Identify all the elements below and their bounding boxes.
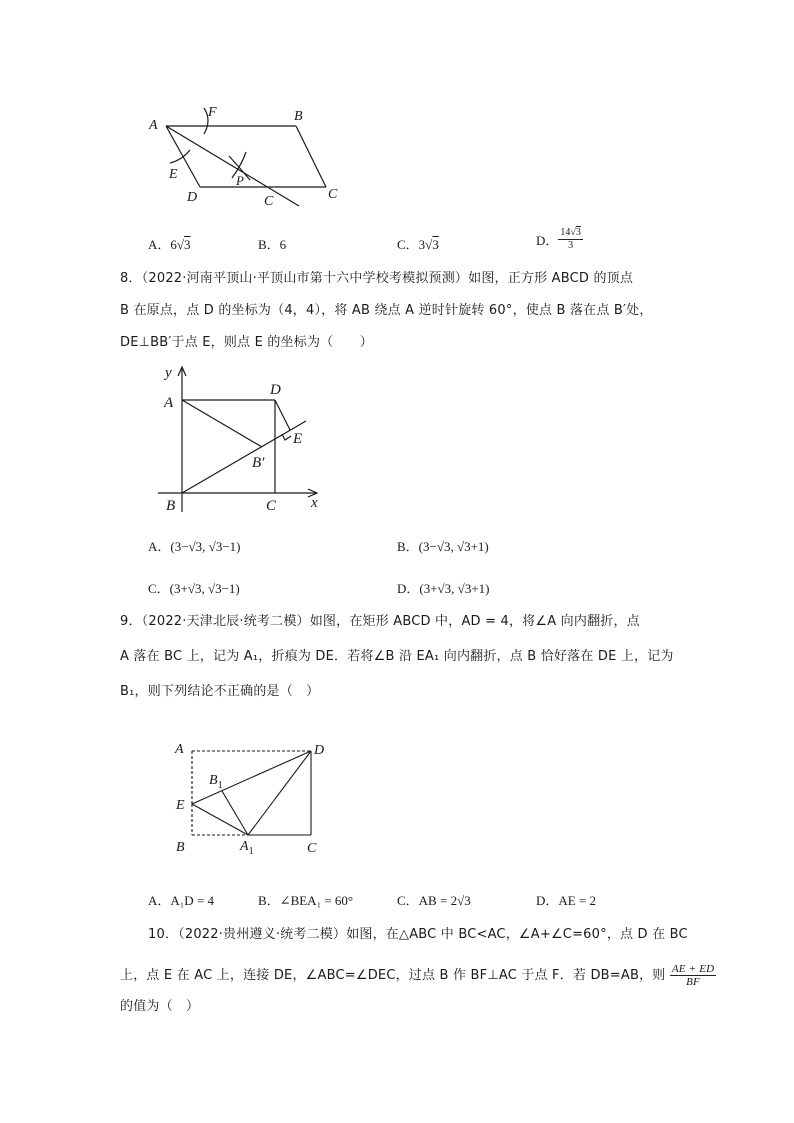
q9-option-b[interactable]: B．∠BEA₁ = 60° xyxy=(258,893,354,908)
label-D: D xyxy=(270,382,281,398)
q7-option-a[interactable]: A．6√3 xyxy=(148,237,191,252)
fraction-ae-ed-over-bf: $\frac{AE + ED}{BF}$ xyxy=(671,963,715,988)
q8-line-3: DE⊥BB′于点 E，则点 E 的坐标为（ ） xyxy=(120,335,373,350)
figure-rectangle-fold xyxy=(170,738,330,858)
right-angle-mark xyxy=(282,434,291,440)
label-A: A xyxy=(175,742,184,757)
q7-option-d[interactable]: D． $\frac{14√3}{3}$ xyxy=(536,227,581,251)
segment-AB-prime xyxy=(182,400,262,447)
sqrt-icon: √ xyxy=(425,237,433,252)
label-C: C xyxy=(328,187,338,202)
q9-line-3: B₁，则下列结论不正确的是（ ） xyxy=(120,684,320,699)
fraction: $\frac{14√3}{3}$ xyxy=(560,227,581,251)
q8-line-1: 8．（2022·河南平顶山·平顶山市第十六中学校考模拟预测）如图，正方形 ABCD 的顶点 xyxy=(120,271,634,286)
label-B: B xyxy=(294,109,303,124)
segment-EA1 xyxy=(192,804,248,835)
q7-option-b[interactable]: B．6 xyxy=(258,237,287,252)
q7-option-c[interactable]: C．3√3 xyxy=(397,237,439,252)
q10-line-1: 10．（2022·贵州遵义·统考二模）如图，在△ABC 中 BC<AC，∠A+∠C=60°，点 D 在 BC xyxy=(148,927,688,942)
label-y: y xyxy=(165,365,172,381)
sqrt-icon: √ xyxy=(570,227,576,238)
label-B: B xyxy=(166,498,176,512)
label-C: C xyxy=(266,498,277,512)
label-D: D xyxy=(314,743,325,758)
q8-line-2: B 在原点，点 D 的坐标为（4，4），将 AB 绕点 A 逆时针旋转 60°，使点 B 落在点 B′处， xyxy=(120,303,653,318)
q9-option-c[interactable]: C．AB = 2√3 xyxy=(397,893,471,908)
label-F: F xyxy=(208,105,217,120)
label-E: E xyxy=(293,431,303,447)
label-A1: $A_1$ xyxy=(240,839,254,857)
label-B1: $B_1$ xyxy=(209,773,223,791)
sqrt-icon: √ xyxy=(176,237,185,252)
q10-line-2: 上，点 E 在 AC 上，连接 DE，∠ABC=∠DEC，过点 B 作 BF⊥AC 于点 F．若 DB=AB，则 $\frac{AE + ED}{BF}$ xyxy=(120,963,715,988)
q8-option-d[interactable]: D．(3+√3, √3+1) xyxy=(397,581,490,596)
segment-BC xyxy=(296,126,326,187)
label-C-mid: C xyxy=(264,194,274,209)
label-x: x xyxy=(311,495,318,511)
label-P: P xyxy=(236,173,244,188)
segment-BE xyxy=(182,421,306,493)
q9-line-1: 9．（2022·天津北辰·统考二模）如图，在矩形 ABCD 中，AD = 4，将∠A 向内翻折，点 xyxy=(120,614,640,629)
label-A: A xyxy=(149,118,158,133)
label-B-prime: B′ xyxy=(252,455,265,471)
q10-line-3: 的值为（ ） xyxy=(120,999,200,1014)
segment-A1D xyxy=(248,751,311,835)
q9-line-2: A 落在 BC 上，记为 A₁，折痕为 DE．若将∠B 沿 EA₁ 向内翻折，点 B 恰好落在 DE 上，记为 xyxy=(120,649,674,664)
q9-option-a[interactable]: A．A₁D = 4 xyxy=(148,893,215,908)
q9-option-d[interactable]: D．AE = 2 xyxy=(536,893,597,908)
bisector-line xyxy=(166,126,299,206)
segment-DE xyxy=(275,400,290,430)
q8-option-a[interactable]: A．(3−√3, √3−1) xyxy=(148,539,241,554)
figure-parallelogram xyxy=(140,95,340,210)
q8-option-c[interactable]: C．(3+√3, √3−1) xyxy=(148,581,240,596)
label-E: E xyxy=(169,167,178,182)
label-C: C xyxy=(307,841,317,856)
label-E: E xyxy=(176,798,185,813)
figure-square-coordinates xyxy=(155,362,335,512)
label-D: D xyxy=(187,190,198,205)
label-A: A xyxy=(164,395,174,411)
q8-option-b[interactable]: B．(3−√3, √3+1) xyxy=(397,539,489,554)
label-B: B xyxy=(176,840,185,855)
